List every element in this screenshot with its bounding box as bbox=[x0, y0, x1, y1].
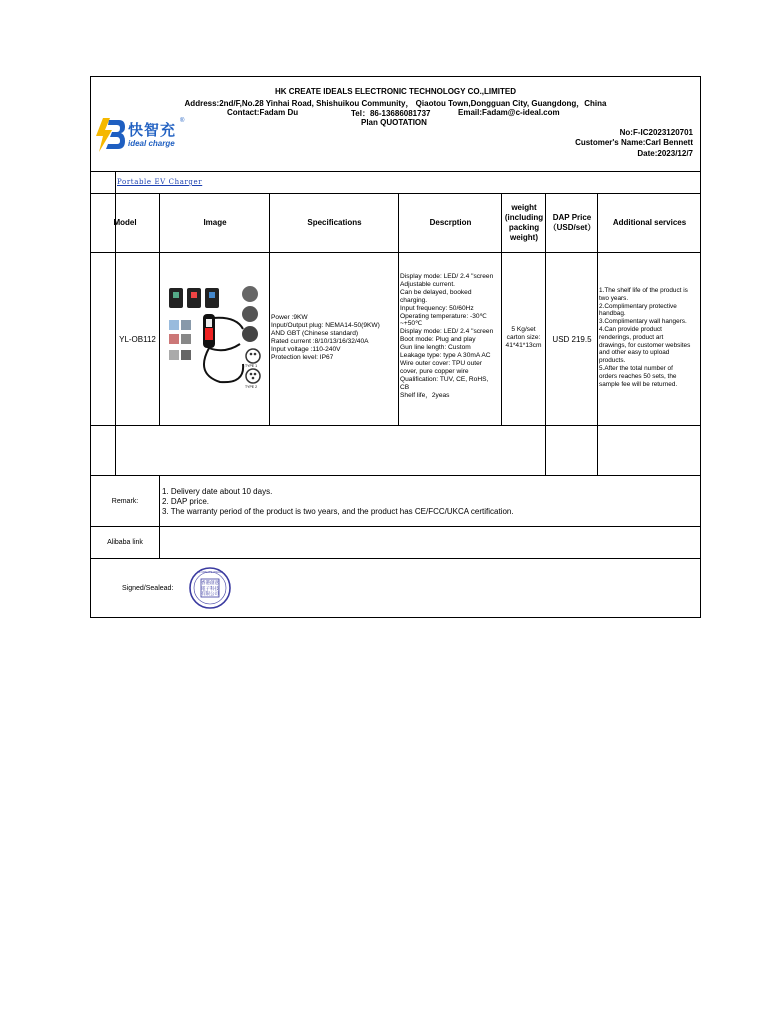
weight-text bbox=[502, 326, 545, 350]
description-line: Boot mode: Plug and play bbox=[400, 336, 476, 344]
logo-english: ideal charge bbox=[128, 139, 175, 148]
header-model: Model bbox=[113, 218, 137, 227]
logo-chinese: 快智充 bbox=[128, 122, 177, 139]
seal-top-text: HK CREATE IDEALS bbox=[196, 570, 224, 574]
logo-reg-mark: ® bbox=[180, 118, 185, 124]
contact-name: Contact:Fadam Du bbox=[227, 108, 299, 117]
company-seal bbox=[188, 566, 232, 610]
description-line: Display mode: LED/ 2.4 "screen bbox=[400, 273, 494, 280]
header-weight: weight (including packing weight) bbox=[504, 202, 544, 242]
description-line: Input frequency: 50/60Hz bbox=[400, 304, 474, 312]
company-logo bbox=[94, 116, 194, 156]
service-line: 4.Can provide product bbox=[599, 325, 662, 333]
description-line: charging. bbox=[400, 296, 428, 304]
description-line: CB bbox=[400, 383, 410, 391]
cell-price bbox=[546, 253, 598, 425]
contact-tel: Tel：86-13686081737 bbox=[351, 109, 431, 118]
specifications-text bbox=[271, 314, 398, 361]
service-line: 5.After the total number of bbox=[599, 364, 673, 372]
header-description: Descrption bbox=[429, 218, 472, 227]
description-text bbox=[400, 273, 501, 400]
services-text bbox=[599, 287, 700, 388]
service-line: products. bbox=[599, 357, 626, 365]
service-line: renderings, product art bbox=[599, 333, 664, 341]
service-line: 3.Complimentary wall hangers. bbox=[599, 318, 687, 326]
image-label-type1: TYPE 1 bbox=[245, 364, 258, 368]
company-name: HK CREATE IDEALS ELECTRONIC TECHNOLOGY CO.,LIMITED bbox=[274, 87, 517, 96]
signed-label: Signed/Sealead: bbox=[122, 584, 174, 592]
weight-line: 5 Kg/set bbox=[511, 326, 536, 333]
product-image bbox=[165, 284, 265, 396]
price-value: USD 219.5 bbox=[552, 334, 592, 344]
spec-line: Rated current :8/10/13/16/32/40A bbox=[271, 337, 369, 345]
alibaba-link-label: Alibaba link bbox=[107, 539, 143, 546]
service-line: two years. bbox=[599, 294, 629, 302]
customer-name: Customer's Name:Carl Bennett bbox=[575, 138, 693, 147]
quote-number: No:F-IC2023120701 bbox=[619, 128, 693, 137]
header-services: Additional services bbox=[612, 218, 687, 227]
description-line: Can be delayed, booked bbox=[400, 288, 472, 296]
weight-line: carton size: bbox=[506, 333, 541, 341]
description-line: Qualification: TUV, CE, RoHS, bbox=[400, 375, 489, 383]
seal-center-text: 香港創意 電子科技 有限公司 bbox=[201, 580, 219, 596]
spec-line: Protection level: IP67 bbox=[271, 353, 334, 361]
remark-line: 3. The warranty period of the product is two years, and the product has CE/FCC/UKCA certification. bbox=[162, 506, 514, 516]
description-line: ~+50℃ bbox=[400, 320, 423, 328]
service-line: drawings, for customer websites bbox=[599, 341, 691, 349]
lightning-b-icon bbox=[94, 116, 126, 154]
spec-line: Power :9KW bbox=[271, 314, 308, 321]
description-line: Adjustable current. bbox=[400, 280, 455, 288]
description-line: Wire outer cover: TPU outer bbox=[400, 359, 482, 367]
remark-line: 2. DAP price. bbox=[162, 496, 209, 506]
description-line: Display mode: LED/ 2.4 "screen bbox=[400, 328, 494, 336]
description-line: Leakage type: type A 30mA AC bbox=[400, 352, 491, 360]
service-line: handbag. bbox=[599, 310, 626, 318]
product-category-link[interactable]: Portable EV Charger bbox=[117, 178, 203, 186]
quote-date: Date:2023/12/7 bbox=[637, 149, 693, 158]
weight-line: 41*41*13cm bbox=[505, 341, 542, 349]
alibaba-link-value[interactable] bbox=[160, 527, 700, 558]
description-line: Shelf life，2yeas bbox=[400, 391, 450, 399]
spec-line: Input/Output plug: NEMA14-50(9KW) bbox=[271, 321, 380, 329]
remark-text bbox=[162, 487, 598, 516]
service-line: 2.Complimentary protective bbox=[599, 302, 677, 310]
service-line: orders reaches 50 sets, the bbox=[599, 372, 677, 380]
header-price: DAP Price （USD/set） bbox=[548, 212, 596, 232]
remark-line: 1. Delivery date about 10 days. bbox=[162, 487, 273, 496]
document-title: Plan QUOTATION bbox=[361, 118, 427, 127]
company-address: Address:2nd/F,No.28 Yinhai Road, Shishuikou Community， Qiaotou Town,Dongguan City, Guangdong，China bbox=[184, 99, 607, 108]
service-line: sample fee will be returned. bbox=[599, 380, 678, 388]
service-line: and other easy to upload bbox=[599, 349, 670, 357]
spec-line: Input voltage :110-240V bbox=[271, 345, 341, 353]
description-line: Gun line length: Custom bbox=[400, 344, 471, 352]
remark-label: Remark: bbox=[111, 497, 139, 505]
spec-line: AND GBT (Chinese standard) bbox=[271, 329, 359, 337]
header-specifications: Specifications bbox=[307, 218, 362, 227]
cell-model: YL-OB112 bbox=[119, 334, 156, 344]
contact-email: Email:Fadam@c-ideal.com bbox=[458, 108, 560, 117]
description-line: Operating temperature: -30℃ bbox=[400, 312, 487, 320]
service-line: 1.The shelf life of the product is bbox=[599, 287, 688, 294]
header-image: Image bbox=[203, 218, 227, 227]
description-line: cover, pure copper wire bbox=[400, 367, 469, 375]
image-label-type2: TYPE 2 bbox=[245, 385, 258, 389]
